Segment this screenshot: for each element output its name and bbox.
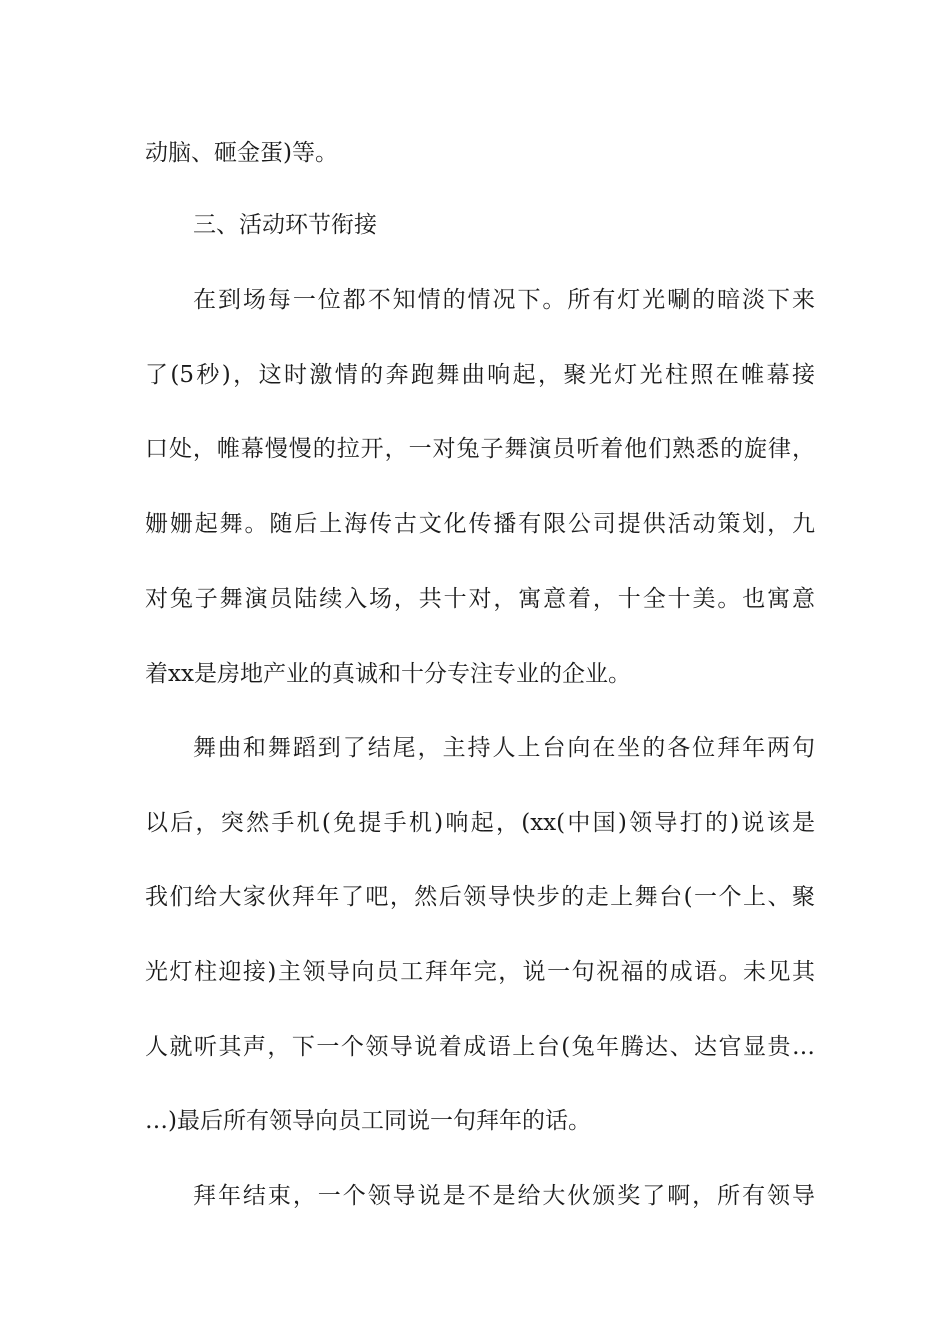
text-line-10: 以后，突然手机(免提手机)响起，(xx(中国)领导打的)说该是 [145, 810, 815, 836]
text-line-13: 人就听其声，下一个领导说着成语上台(兔年腾达、达官显贵… [145, 1034, 815, 1060]
text-line-8: 着xx是房地产业的真诚和十分专注专业的企业。 [145, 661, 631, 687]
text-line-15: 拜年结束，一个领导说是不是给大伙颁奖了啊，所有领导 [193, 1183, 815, 1209]
text-line-6: 姗姗起舞。随后上海传古文化传播有限公司提供活动策划，九 [145, 511, 815, 537]
text-line-12: 光灯柱迎接)主领导向员工拜年完，说一句祝福的成语。未见其 [145, 959, 815, 985]
text-line-11: 我们给大家伙拜年了吧，然后领导快步的走上舞台(一个上、聚 [145, 884, 815, 910]
text-line-14: …)最后所有领导向员工同说一句拜年的话。 [145, 1108, 591, 1134]
text-line-3: 在到场每一位都不知情的情况下。所有灯光唰的暗淡下来 [193, 287, 815, 313]
text-line-5: 口处，帷幕慢慢的拉开，一对兔子舞演员听着他们熟悉的旋律， [145, 436, 815, 462]
text-line-4: 了(5秒)，这时激情的奔跑舞曲响起，聚光灯光柱照在帷幕接 [145, 362, 815, 388]
text-line-1: 动脑、砸金蛋)等。 [145, 140, 338, 166]
section-heading: 三、活动环节衔接 [193, 212, 377, 238]
text-line-7: 对兔子舞演员陆续入场，共十对，寓意着，十全十美。也寓意 [145, 586, 815, 612]
text-line-9: 舞曲和舞蹈到了结尾，主持人上台向在坐的各位拜年两句 [193, 735, 815, 761]
